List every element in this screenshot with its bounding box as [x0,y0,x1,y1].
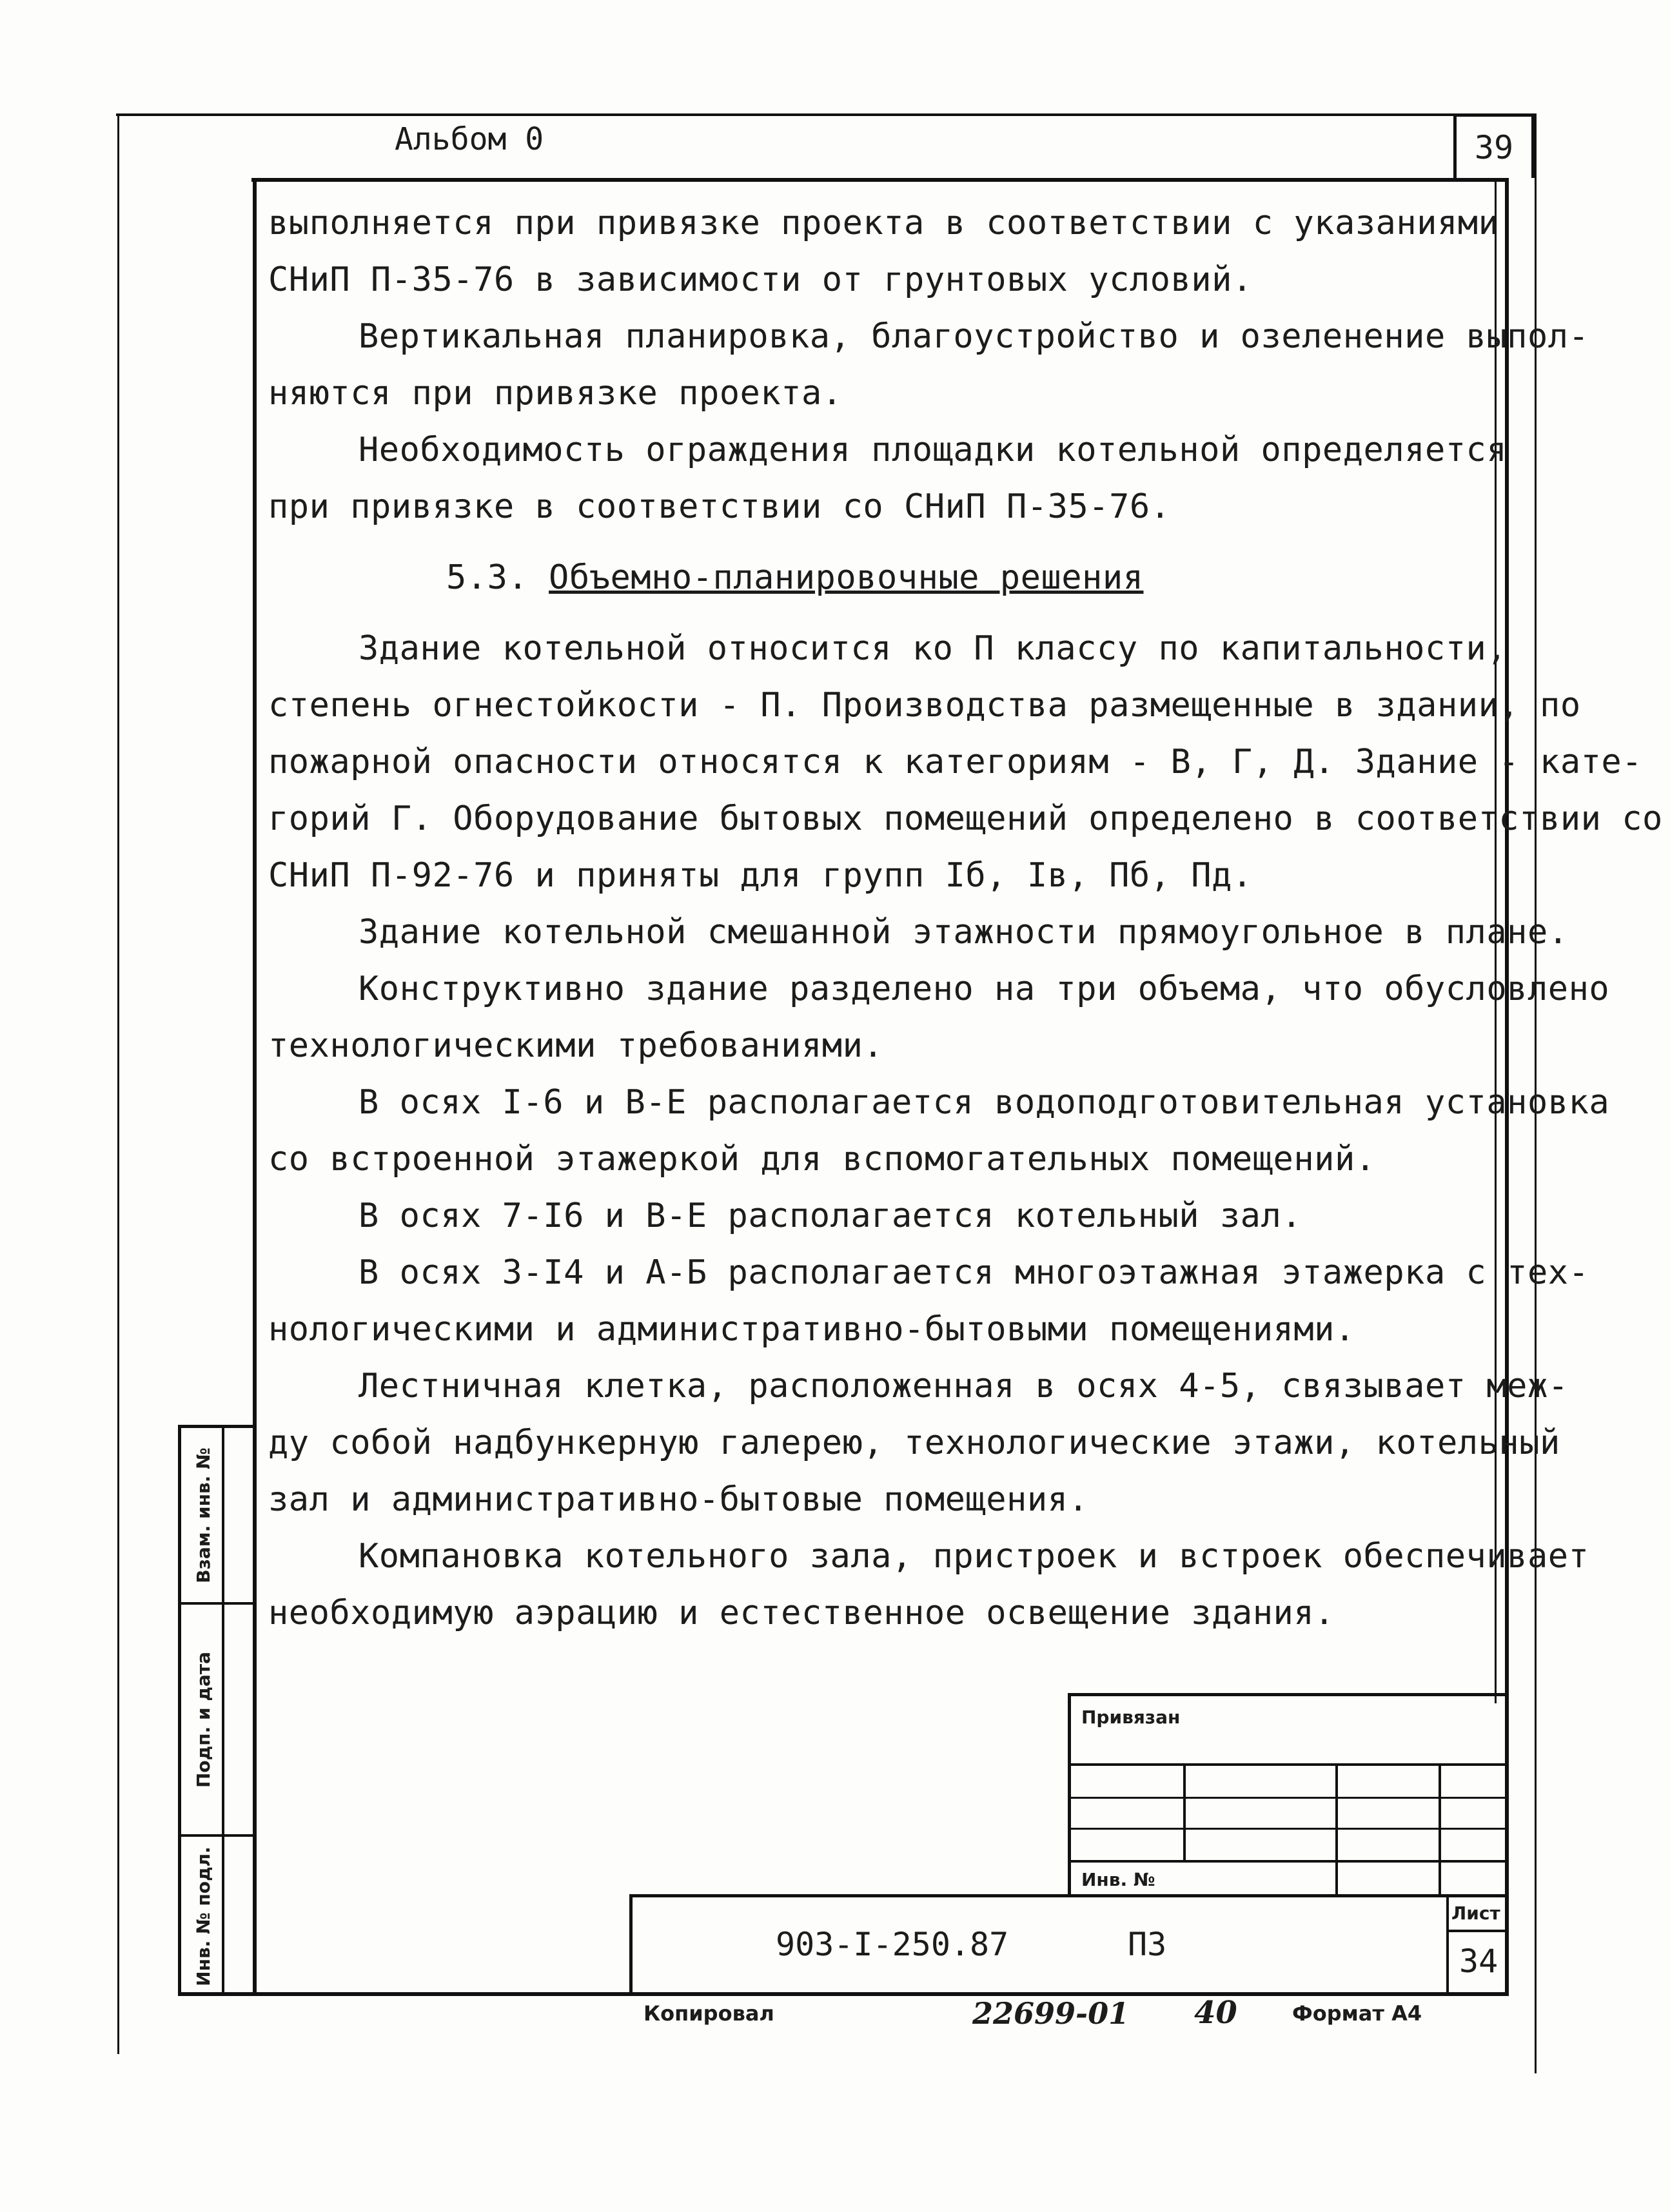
text-line-5: Необходимость ограждения площадки котельной определяется [359,431,1508,469]
inner-frame-top [251,178,1508,182]
format-label: Формат А4 [1292,2001,1422,2026]
text-line-9: пожарной опасности относятся к категориям - В, Г, Д. Здание - кате- [268,743,1643,781]
side-stamp-inv-podl: Инв. № подл. [192,1846,214,1986]
text-line-22: зал и административно-бытовые помещения. [268,1480,1089,1519]
doc-type: ПЗ [1128,1926,1167,1963]
text-line-6: при привязке в соответствии со СНиП П-35-76. [268,487,1171,526]
text-line-20: Лестничная клетка, расположенная в осях 4-5, связывает меж- [359,1367,1569,1405]
main-title-block [629,1894,1509,1996]
text-line-15: В осях I-6 и В-Е располагается водоподготовительная установка [359,1083,1610,1122]
text-line-16: со встроенной этажеркой для вспомогательных помещений. [268,1140,1376,1179]
side-stamp-podp: Подп. и дата [192,1651,214,1788]
side-stamp [178,1425,257,1996]
text-line-19: нологическими и административно-бытовыми помещениями. [268,1310,1355,1349]
album-label: Альбом 0 [395,121,544,157]
privyazan-hline-4 [1071,1860,1509,1863]
list-cell-left [1446,1897,1449,1996]
list-label: Лист [1451,1903,1500,1924]
outer-frame-top [116,113,1535,116]
text-line-12: Здание котельной смешанной этажности прямоугольное в плане. [359,913,1569,952]
handwritten-number: 40 [1194,1995,1237,2031]
privyazan-label: Привязан [1081,1707,1181,1728]
text-line-21: ду собой надбункерную галерею, технологические этажи, котельный [268,1424,1560,1462]
doc-code: 903-I-250.87 [776,1926,1009,1963]
text-line-24: необходимую аэрацию и естественное освещение здания. [268,1594,1335,1632]
text-line-13: Конструктивно здание разделено на три объема, что обусловлено [359,970,1610,1008]
text-line-2: СНиП П-35-76 в зависимости от грунтовых условий. [268,260,1253,299]
text-line-11: СНиП П-92-76 и приняты для групп Iб, Iв, Пб, Пд. [268,856,1253,895]
sheet-number-top: 39 [1474,128,1514,166]
privyazan-hline-1 [1071,1763,1509,1766]
order-number: 22699-01 [972,1996,1130,2031]
text-line-23: Компановка котельного зала, пристроек и встроек обеспечивает [359,1537,1589,1576]
text-line-14: технологическими требованиями. [268,1026,884,1065]
inv-no-label: Инв. № [1081,1869,1155,1890]
privyazan-hline-3 [1071,1828,1509,1830]
privyazan-vline-1 [1183,1763,1186,1860]
privyazan-table [1068,1693,1509,1897]
privyazan-vline-3 [1439,1763,1441,1897]
kopiroval-label: Копировал [643,2001,774,2026]
outer-frame-left [117,113,119,2054]
list-cell-divider [1446,1930,1509,1932]
privyazan-hline-2 [1071,1797,1509,1799]
text-line-4: няются при привязке проекта. [268,374,843,413]
privyazan-vline-2 [1335,1763,1338,1897]
list-number: 34 [1459,1943,1498,1980]
section-number: 5.3. [446,558,529,597]
text-line-17: В осях 7-I6 и В-Е располагается котельный зал. [359,1197,1302,1235]
side-stamp-vzam: Взам. инв. № [192,1447,214,1583]
section-title: Объемно-планировочные решения [549,558,1144,597]
text-line-18: В осях 3-I4 и А-Б располагается многоэтажная этажерка с тех- [359,1253,1589,1292]
section-heading [446,549,1143,606]
text-line-8: степень огнестойкости - П. Производства размещенные в здании, по [268,686,1581,725]
text-line-10: горий Г. Оборудование бытовых помещений определено в соответствии со [268,799,1663,838]
text-line-7: Здание котельной относится ко П классу по капитальности, [359,629,1508,668]
sheet-number-box [1453,113,1535,178]
text-line-3: Вертикальная планировка, благоустройство и озеленение выпол- [359,317,1589,356]
text-line-1: выполняется при привязке проекта в соответствии с указаниями [268,204,1499,242]
